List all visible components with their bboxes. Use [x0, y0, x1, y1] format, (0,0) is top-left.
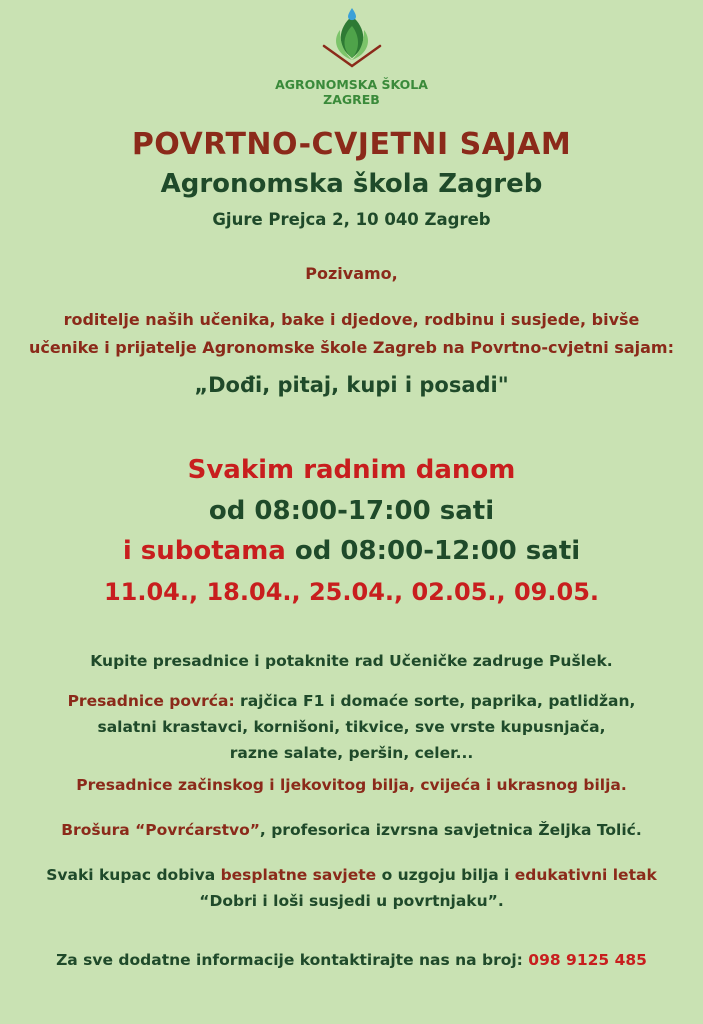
- gift-free-advice: besplatne savjete: [220, 866, 377, 884]
- logo-line-2: ZAGREB: [323, 92, 380, 107]
- school-name: Agronomska škola Zagreb: [160, 169, 543, 199]
- gift-line-2: “Dobri i loši susjedi u povrtnjaku”.: [199, 892, 504, 910]
- gift-part-c: o uzgoju bilja i: [376, 866, 515, 884]
- leaf-drop-heart-icon: [302, 6, 402, 72]
- contact-phone[interactable]: 098 9125 485: [528, 951, 647, 969]
- brochure-text: [0, 817, 703, 843]
- vegetable-line-2: salatni krastavci, kornišoni, tikvice, sve vrste kupusnjača,: [97, 718, 606, 736]
- invite-greeting: Pozivamo,: [305, 264, 398, 283]
- logo-text: [0, 77, 703, 107]
- contact-text: Za sve dodatne informacije kontaktirajte nas na broj:: [56, 951, 529, 969]
- buy-text: Kupite presadnice i potaknite rad Učeničke zadruge Pušlek.: [90, 652, 613, 670]
- gift-leaflet: edukativni letak: [514, 866, 657, 884]
- invite-line-1: roditelje naših učenika, bake i djedove, rodbinu i susjede, bivše: [63, 310, 640, 329]
- address: Gjure Prejca 2, 10 040 Zagreb: [212, 210, 491, 229]
- invite-text: [0, 306, 703, 362]
- saturdays-label: i subotama: [122, 536, 286, 566]
- saturday-schedule: [0, 536, 703, 566]
- vegetable-label: Presadnice povrća:: [67, 692, 235, 710]
- contact-line: [0, 947, 703, 973]
- brochure-label: Brošura “Povrćarstvo”: [61, 821, 260, 839]
- weekday-hours: od 08:00-17:00 sati: [208, 496, 495, 526]
- vegetable-line-1: rajčica F1 i domaće sorte, paprika, patlidžan,: [234, 692, 636, 710]
- saturday-dates: 11.04., 18.04., 25.04., 02.05., 09.05.: [103, 578, 600, 606]
- vegetable-line-3: razne salate, peršin, celer...: [229, 744, 474, 762]
- weekdays-heading: Svakim radnim danom: [187, 455, 516, 485]
- vegetable-seedlings: [0, 688, 703, 766]
- saturday-hours: od 08:00-12:00 sati: [285, 536, 581, 566]
- logo-line-1: AGRONOMSKA ŠKOLA: [275, 77, 428, 92]
- page-title: POVRTNO-CVJETNI SAJAM: [131, 127, 572, 162]
- gift-text: [0, 862, 703, 914]
- invite-line-2: učenike i prijatelje Agronomske škole Zagreb na Povrtno-cvjetni sajam:: [29, 338, 674, 357]
- brochure-author: , profesorica izvrsna savjetnica Željka Tolić.: [259, 821, 642, 839]
- herb-seedlings: Presadnice začinskog i ljekovitog bilja, cvijeća i ukrasnog bilja.: [76, 776, 627, 794]
- gift-part-a: Svaki kupac dobiva: [46, 866, 221, 884]
- slogan: „Dođi, pitaj, kupi i posadi": [194, 373, 509, 397]
